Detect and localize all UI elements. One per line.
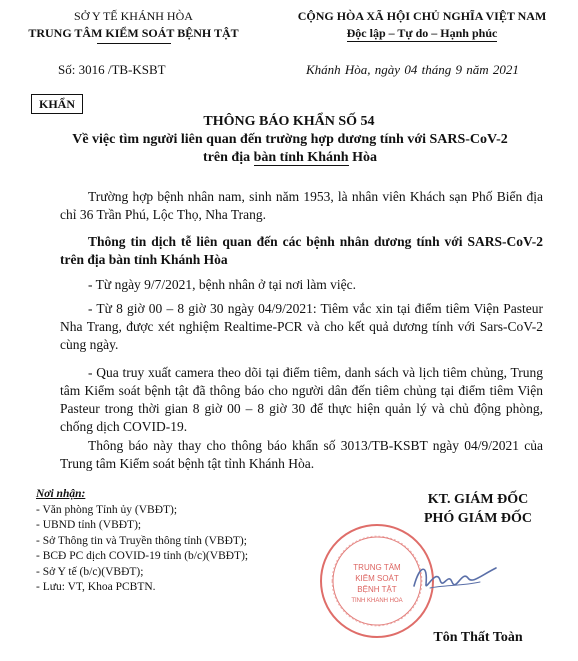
document-title: THÔNG BÁO KHẨN SỐ 54 xyxy=(203,114,375,129)
recipient-item: - BCĐ PC dịch COVID-19 tỉnh (b/c)(VBĐT); xyxy=(36,550,249,562)
signatory-title-line1: KT. GIÁM ĐỐC xyxy=(427,492,529,507)
subtitle-part-b: bàn tỉnh Khánh xyxy=(253,150,349,165)
recipient-item: - Văn phòng Tỉnh ủy (VBĐT); xyxy=(36,503,178,516)
organization-name: TRUNG TÂM KIỂM SOÁT BỆNH TẬT xyxy=(28,26,239,40)
document-subtitle: Về việc tìm người liên quan đến trường hợp dương tính với SARS-CoV-2 xyxy=(72,132,508,147)
stamp-line3: BỆNH TẬT xyxy=(357,585,397,594)
paragraph-timeline-2: - Từ 8 giờ 00 – 8 giờ 30 ngày 04/9/2021: Tiêm vắc xin tại điểm tiêm Viện Pasteur Nha Trang, được xét nghiệm Realtime-PCR và cho kết quả dương tính với Sars-CoV-2 cùng ngày. xyxy=(60,301,543,352)
recipient-item: - UBND tỉnh (VBĐT); xyxy=(36,519,142,531)
issuing-authority xyxy=(6,8,261,44)
subtitle-part-a: trên địa xyxy=(203,150,254,165)
paragraph-epi-heading: Thông tin dịch tễ liên quan đến các bệnh nhân dương tính với SARS-CoV-2 trên địa bàn tỉnh Khánh Hòa xyxy=(60,234,543,267)
recipient-item: - Sở Thông tin và Truyền thông tỉnh (VBĐT); xyxy=(36,534,247,547)
stamp-line4: TỈNH KHÁNH HÒA xyxy=(351,598,403,604)
stamp-line2: KIỂM SOÁT xyxy=(355,574,399,583)
stamp-line1: TRUNG TÂM xyxy=(353,563,401,572)
handwritten-signature xyxy=(410,558,500,598)
document-subtitle-line2 xyxy=(30,149,550,167)
signatory-name: Tôn Thất Toàn xyxy=(433,630,523,645)
paragraph-tracing: - Qua truy xuất camera theo dõi tại điểm tiêm, danh sách và lịch tiêm chủng, Trung tâm Kiểm soát bệnh tật đã thông báo cho người dân đến tiêm chủng tại điểm tiêm Viện Pasteur trong thời gian 8 giờ 00 – 8 giờ 30 để thực hiện quản lý và chủ động phòng, chống dịch COVID-19. xyxy=(60,365,543,434)
national-header xyxy=(272,8,572,42)
urgent-badge: KHẨN xyxy=(31,94,83,114)
place-date: Khánh Hòa, ngày 04 tháng 9 năm 2021 xyxy=(306,62,519,77)
signatory-title-line2: PHÓ GIÁM ĐỐC xyxy=(423,511,533,526)
national-motto: Độc lập – Tự do – Hạnh phúc xyxy=(346,26,498,40)
document-number: Số: 3016 /TB-KSBT xyxy=(58,62,166,77)
header-divider xyxy=(97,43,171,44)
recipient-item: - Sở Y tế (b/c)(VBĐT); xyxy=(36,565,144,578)
paragraph-replacement: Thông báo này thay cho thông báo khẩn số 3013/TB-KSBT ngày 04/9/2021 của Trung tâm Kiểm soát bệnh tật tỉnh Khánh Hòa. xyxy=(60,438,543,471)
recipients-list xyxy=(36,487,316,596)
recipients-heading: Nơi nhận: xyxy=(36,488,86,500)
ministry-name: SỞ Y TẾ KHÁNH HÒA xyxy=(74,9,193,23)
subtitle-part-c: Hòa xyxy=(348,150,377,165)
country-name: CỘNG HÒA XÃ HỘI CHỦ NGHĨA VIỆT NAM xyxy=(297,9,547,23)
paragraph-case: Trường hợp bệnh nhân nam, sinh năm 1953, là nhân viên Khách sạn Phố Biển địa chỉ 36 Trần Phú, Lộc Thọ, Nha Trang. xyxy=(60,189,543,222)
paragraph-timeline-1: - Từ ngày 9/7/2021, bệnh nhân ở tại nơi làm việc. xyxy=(88,277,357,292)
recipient-item: - Lưu: VT, Khoa PCBTN. xyxy=(36,581,156,593)
